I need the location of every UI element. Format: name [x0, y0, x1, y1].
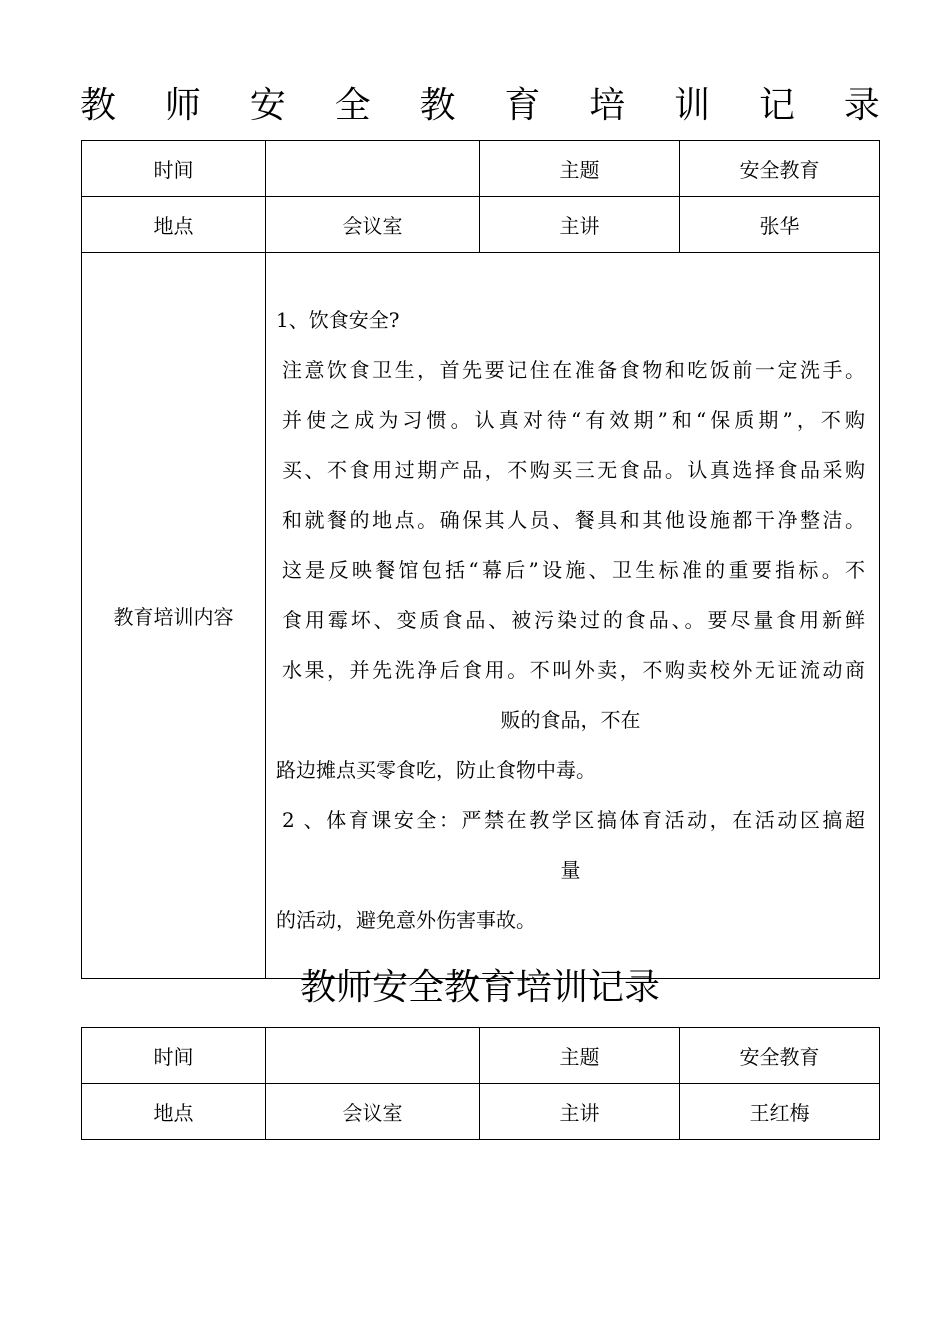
speaker-value: 王红梅: [680, 1084, 880, 1140]
title-char: 训: [674, 84, 711, 126]
place-value: 会议室: [266, 1084, 480, 1140]
time-value: [266, 1028, 480, 1084]
title-char: 教: [80, 84, 117, 126]
table-row: [82, 141, 880, 197]
content-line: 的活动，避免意外伤害事故。: [276, 908, 536, 932]
content-line: 食用霉坏、变质食品、被污染过的食品、。要尽量食用新鲜: [282, 608, 865, 632]
topic-value: 安全教育: [680, 141, 880, 197]
content-cell: [266, 253, 880, 979]
title-char: 记: [759, 84, 796, 126]
speaker-label: 主讲: [480, 197, 680, 253]
title-char: 育: [504, 84, 541, 126]
speaker-label: 主讲: [480, 1084, 680, 1140]
content-line: 1、饮食安全?: [276, 308, 400, 332]
content-line: 并使之成为习惯。认真对待“有效期”和“保质期”，不购: [282, 408, 865, 432]
title-char: 师: [164, 84, 201, 126]
title-char: 教: [419, 84, 456, 126]
page-title-2: 教师安全教育培训记录: [299, 967, 660, 1008]
topic-value: 安全教育: [680, 1028, 880, 1084]
content-line: 贩的食品，不在: [500, 708, 641, 732]
page-title: [80, 72, 880, 132]
title-char: 培: [589, 84, 626, 126]
time-label: 时间: [82, 1028, 266, 1084]
table-row: [82, 253, 880, 979]
table-row: [82, 197, 880, 253]
place-label: 地点: [82, 1084, 266, 1140]
table-row: [82, 1084, 880, 1140]
time-value: [266, 141, 480, 197]
content-line: 水果，并先洗净后食用。不叫外卖，不购卖校外无证流动商: [282, 658, 865, 682]
content-text: [266, 253, 879, 975]
speaker-value: 张华: [680, 197, 880, 253]
content-label: 教育培训内容: [82, 253, 266, 979]
content-line: 买、不食用过期产品，不购买三无食品。认真选择食品采购: [282, 458, 865, 482]
content-line: 路边摊点买零食吃，防止食物中毒。: [276, 758, 596, 782]
table-row: [82, 1028, 880, 1084]
title-char: 安: [249, 84, 286, 126]
topic-label: 主题: [480, 1028, 680, 1084]
content-line: 2 、体育课安全：严禁在教学区搞体育活动，在活动区搞超: [282, 808, 865, 832]
title-char: 全: [334, 84, 371, 126]
title-char: 录: [843, 84, 880, 126]
content-line: 这是反映餐馆包括“幕后”设施、卫生标准的重要指标。不: [282, 558, 865, 582]
content-line: 和就餐的地点。确保其人员、餐具和其他设施都干净整洁。: [282, 508, 865, 532]
topic-label: 主题: [480, 141, 680, 197]
training-record-table: [81, 140, 880, 979]
place-label: 地点: [82, 197, 266, 253]
place-value: 会议室: [266, 197, 480, 253]
training-record-table-2: [81, 1027, 880, 1140]
time-label: 时间: [82, 141, 266, 197]
content-line: 量: [560, 858, 581, 882]
content-line: 注意饮食卫生，首先要记住在准备食物和吃饭前一定洗手。: [282, 358, 865, 382]
